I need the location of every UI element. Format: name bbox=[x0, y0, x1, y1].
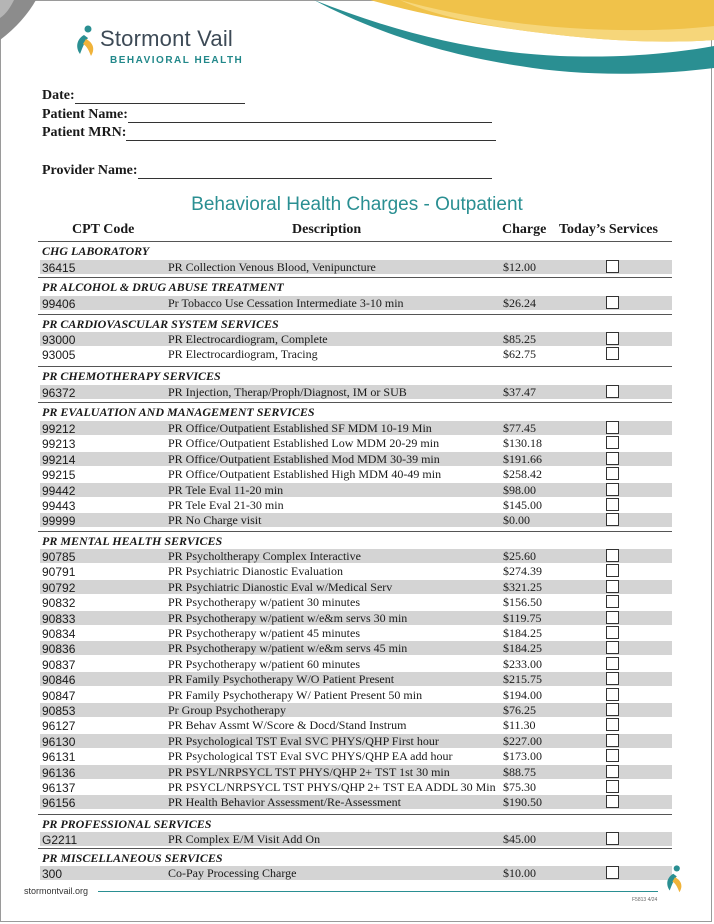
row-charge: $12.00 bbox=[503, 260, 536, 274]
row-description: PR Complex E/M Visit Add On bbox=[168, 832, 321, 846]
todays-service-checkbox[interactable] bbox=[606, 260, 619, 273]
row-description: PR Collection Venous Blood, Venipuncture bbox=[168, 260, 376, 274]
cpt-code: 99213 bbox=[42, 437, 76, 452]
todays-service-checkbox[interactable] bbox=[606, 513, 619, 526]
table-row bbox=[40, 595, 672, 609]
patient-name-label: Patient Name: bbox=[42, 107, 128, 122]
page-title: Behavioral Health Charges - Outpatient bbox=[191, 194, 523, 215]
section-heading: CHG LABORATORY bbox=[42, 244, 150, 258]
row-charge: $62.75 bbox=[503, 347, 536, 362]
logo-mark-icon bbox=[74, 24, 98, 58]
section-heading: PR CARDIOVASCULAR SYSTEM SERVICES bbox=[42, 317, 279, 331]
row-charge: $215.75 bbox=[503, 672, 542, 687]
todays-service-checkbox[interactable] bbox=[606, 657, 619, 670]
table-row bbox=[40, 611, 672, 625]
cpt-code: 90834 bbox=[42, 627, 76, 641]
cpt-code: 99442 bbox=[42, 483, 76, 498]
table-row bbox=[40, 436, 672, 450]
table-row bbox=[40, 421, 672, 435]
row-charge: $76.25 bbox=[503, 703, 536, 717]
table-row bbox=[40, 657, 672, 671]
cpt-code: 99406 bbox=[42, 297, 76, 311]
todays-service-checkbox[interactable] bbox=[606, 347, 619, 360]
row-description: PR PSYCL/NRPSYCL TST PHYS/QHP 2+ TST EA ADDL 30 Min bbox=[168, 780, 496, 794]
section-divider bbox=[38, 402, 672, 403]
patient-name-line[interactable] bbox=[128, 108, 492, 123]
section-divider bbox=[38, 277, 672, 278]
footer-logo-mark-icon bbox=[664, 864, 686, 894]
todays-service-checkbox[interactable] bbox=[606, 832, 619, 845]
section-divider bbox=[38, 366, 672, 367]
table-row bbox=[40, 749, 672, 763]
cpt-code: 96156 bbox=[42, 796, 76, 811]
row-charge: $274.39 bbox=[503, 564, 542, 579]
table-row bbox=[40, 795, 672, 809]
row-charge: $156.50 bbox=[503, 595, 542, 610]
row-description: PR Electrocardiogram, Tracing bbox=[168, 347, 318, 362]
todays-service-checkbox[interactable] bbox=[606, 780, 619, 793]
row-charge: $145.00 bbox=[503, 498, 542, 512]
table-row bbox=[40, 718, 672, 732]
cpt-code: 93000 bbox=[42, 333, 76, 347]
row-description: PR Office/Outpatient Established Mod MDM 30-39 min bbox=[168, 451, 440, 466]
brand-name: Stormont Vail bbox=[100, 26, 234, 51]
row-charge: $26.24 bbox=[503, 296, 536, 310]
todays-service-checkbox[interactable] bbox=[606, 765, 619, 778]
row-description: PR Psychotherapy w/patient 60 minutes bbox=[168, 656, 360, 671]
section-divider bbox=[38, 241, 672, 242]
row-charge: $233.00 bbox=[503, 656, 542, 671]
cpt-code: 99214 bbox=[42, 452, 76, 467]
section-divider bbox=[38, 848, 672, 849]
table-row bbox=[40, 296, 672, 310]
todays-service-checkbox[interactable] bbox=[606, 688, 619, 701]
todays-service-checkbox[interactable] bbox=[606, 332, 619, 345]
row-description: PR Office/Outpatient Established SF MDM 10-19 Min bbox=[168, 421, 432, 435]
row-charge: $0.00 bbox=[503, 513, 530, 528]
row-charge: $45.00 bbox=[503, 832, 536, 846]
row-charge: $37.47 bbox=[503, 385, 536, 399]
section-heading: PR PROFESSIONAL SERVICES bbox=[42, 817, 212, 831]
todays-service-checkbox[interactable] bbox=[606, 734, 619, 747]
table-row bbox=[40, 672, 672, 686]
row-charge: $227.00 bbox=[503, 733, 542, 748]
cpt-code: 99999 bbox=[42, 514, 76, 529]
cpt-code: 300 bbox=[42, 867, 63, 881]
row-description: PR Psycholtherapy Complex Interactive bbox=[168, 549, 361, 563]
todays-service-checkbox[interactable] bbox=[606, 467, 619, 480]
section-heading: PR EVALUATION AND MANAGEMENT SERVICES bbox=[42, 405, 315, 419]
section-heading: PR MENTAL HEALTH SERVICES bbox=[42, 534, 223, 548]
row-description: PR Tele Eval 21-30 min bbox=[168, 498, 284, 512]
table-row bbox=[40, 866, 672, 880]
table-row bbox=[40, 385, 672, 399]
row-charge: $11.30 bbox=[503, 718, 536, 733]
table-row bbox=[40, 703, 672, 717]
cpt-code: 90846 bbox=[42, 673, 76, 688]
todays-service-checkbox[interactable] bbox=[606, 749, 619, 762]
cpt-code: 96372 bbox=[42, 386, 76, 400]
table-row bbox=[40, 332, 672, 346]
table-row bbox=[40, 347, 672, 361]
row-description: PR PSYL/NRPSYCL TST PHYS/QHP 2+ TST 1st 30 min bbox=[168, 764, 450, 779]
todays-service-checkbox[interactable] bbox=[606, 795, 619, 808]
row-description: PR Office/Outpatient Established Low MDM 20-29 min bbox=[168, 436, 440, 451]
todays-service-checkbox[interactable] bbox=[606, 611, 619, 624]
table-row bbox=[40, 549, 672, 563]
cpt-code: 99215 bbox=[42, 468, 76, 483]
section-divider bbox=[38, 314, 672, 315]
todays-service-checkbox[interactable] bbox=[606, 564, 619, 577]
col-header-code: CPT Code bbox=[72, 222, 135, 237]
row-description: Pr Group Psychotherapy bbox=[168, 703, 286, 717]
cpt-code: 36415 bbox=[42, 261, 76, 275]
section-heading: PR CHEMOTHERAPY SERVICES bbox=[42, 369, 221, 383]
footer-url: stormontvail.org bbox=[24, 886, 89, 896]
table-row bbox=[40, 832, 672, 846]
todays-service-checkbox[interactable] bbox=[606, 626, 619, 639]
row-charge: $75.30 bbox=[503, 780, 536, 794]
row-charge: $184.25 bbox=[503, 626, 542, 640]
todays-service-checkbox[interactable] bbox=[606, 595, 619, 608]
todays-service-checkbox[interactable] bbox=[606, 641, 619, 654]
table-row bbox=[40, 498, 672, 512]
todays-service-checkbox[interactable] bbox=[606, 866, 619, 879]
cpt-code: 93005 bbox=[42, 348, 76, 363]
date-line[interactable] bbox=[75, 89, 245, 104]
todays-service-checkbox[interactable] bbox=[606, 549, 619, 562]
patient-mrn-line[interactable] bbox=[126, 126, 496, 141]
table-row bbox=[40, 260, 672, 274]
cpt-code: 96130 bbox=[42, 734, 76, 749]
patient-name-field[interactable] bbox=[42, 107, 492, 123]
table-row bbox=[40, 564, 672, 578]
date-field[interactable] bbox=[42, 88, 245, 104]
cpt-code: 90847 bbox=[42, 688, 76, 703]
cpt-code: 90832 bbox=[42, 596, 76, 611]
col-header-charge: Charge bbox=[502, 222, 547, 237]
todays-service-checkbox[interactable] bbox=[606, 421, 619, 434]
row-charge: $194.00 bbox=[503, 687, 542, 702]
col-header-services: Today’s Services bbox=[559, 222, 658, 237]
row-charge: $77.45 bbox=[503, 421, 536, 435]
table-row bbox=[40, 765, 672, 779]
provider-name-field[interactable] bbox=[42, 163, 492, 179]
row-description: PR Psychiatric Dianostic Evaluation bbox=[168, 564, 343, 579]
row-charge: $191.66 bbox=[503, 451, 542, 466]
row-description: PR Electrocardiogram, Complete bbox=[168, 332, 328, 346]
row-charge: $119.75 bbox=[503, 610, 542, 625]
row-charge: $10.00 bbox=[503, 866, 536, 880]
cpt-code: 96127 bbox=[42, 719, 76, 734]
row-description: Co-Pay Processing Charge bbox=[168, 866, 297, 880]
row-charge: $184.25 bbox=[503, 641, 542, 656]
table-row bbox=[40, 452, 672, 466]
patient-mrn-label: Patient MRN: bbox=[42, 125, 127, 140]
cpt-code: 96136 bbox=[42, 765, 76, 780]
table-row bbox=[40, 626, 672, 640]
table-row bbox=[40, 688, 672, 702]
table-row bbox=[40, 513, 672, 527]
row-description: PR Psychotherapy w/patient 30 minutes bbox=[168, 595, 360, 610]
row-description: PR Family Psychotherapy W/O Patient Present bbox=[168, 672, 395, 687]
section-divider bbox=[38, 814, 672, 815]
row-charge: $98.00 bbox=[503, 482, 536, 497]
cpt-code: 99443 bbox=[42, 499, 76, 513]
section-heading: PR ALCOHOL & DRUG ABUSE TREATMENT bbox=[42, 280, 284, 294]
todays-service-checkbox[interactable] bbox=[606, 672, 619, 685]
row-description: PR Office/Outpatient Established High MDM 40-49 min bbox=[168, 467, 442, 482]
row-description: PR Psychological TST Eval SVC PHYS/QHP EA add hour bbox=[168, 749, 453, 764]
table-row bbox=[40, 483, 672, 497]
row-description: PR Family Psychotherapy W/ Patient Present 50 min bbox=[168, 687, 423, 702]
row-description: PR Health Behavior Assessment/Re-Assessment bbox=[168, 795, 401, 810]
todays-service-checkbox[interactable] bbox=[606, 498, 619, 511]
table-row bbox=[40, 734, 672, 748]
footer-form-code: F5813 4/24 bbox=[632, 897, 658, 903]
todays-service-checkbox[interactable] bbox=[606, 703, 619, 716]
todays-service-checkbox[interactable] bbox=[606, 718, 619, 731]
row-description: PR Psychotherapy w/patient w/e&m servs 30 min bbox=[168, 610, 408, 625]
row-description: PR Psychotherapy w/patient w/e&m servs 45 min bbox=[168, 641, 408, 656]
section-heading: PR MISCELLANEOUS SERVICES bbox=[42, 851, 223, 865]
row-charge: $88.75 bbox=[503, 764, 536, 779]
cpt-code: 90853 bbox=[42, 704, 76, 718]
footer-divider bbox=[98, 891, 658, 892]
row-description: PR Psychiatric Dianostic Eval w/Medical Serv bbox=[168, 579, 393, 594]
todays-service-checkbox[interactable] bbox=[606, 452, 619, 465]
cpt-code: 99212 bbox=[42, 422, 76, 436]
cpt-code: 96137 bbox=[42, 781, 76, 795]
cpt-code: 90791 bbox=[42, 565, 76, 580]
row-charge: $130.18 bbox=[503, 436, 542, 451]
date-label: Date: bbox=[42, 88, 75, 103]
patient-mrn-field[interactable] bbox=[42, 125, 496, 141]
row-charge: $258.42 bbox=[503, 467, 542, 482]
todays-service-checkbox[interactable] bbox=[606, 385, 619, 398]
row-charge: $321.25 bbox=[503, 579, 542, 594]
row-description: PR Injection, Therap/Proph/Diagnost, IM or SUB bbox=[168, 385, 407, 399]
row-description: PR Tele Eval 11-20 min bbox=[168, 482, 284, 497]
todays-service-checkbox[interactable] bbox=[606, 436, 619, 449]
table-row bbox=[40, 641, 672, 655]
cpt-code: 96131 bbox=[42, 750, 76, 765]
row-charge: $85.25 bbox=[503, 332, 536, 346]
row-charge: $25.60 bbox=[503, 549, 536, 563]
brand-subtitle: BEHAVIORAL HEALTH bbox=[110, 55, 244, 66]
col-header-description: Description bbox=[292, 222, 362, 237]
cpt-code: 90792 bbox=[42, 580, 76, 595]
provider-name-label: Provider Name: bbox=[42, 163, 138, 178]
provider-name-line[interactable] bbox=[138, 164, 492, 179]
row-charge: $190.50 bbox=[503, 795, 542, 810]
cpt-code: 90833 bbox=[42, 611, 76, 626]
row-description: PR Psychotherapy w/patient 45 minutes bbox=[168, 626, 360, 640]
row-description: Pr Tobacco Use Cessation Intermediate 3-10 min bbox=[168, 296, 404, 310]
todays-service-checkbox[interactable] bbox=[606, 296, 619, 309]
cpt-code: 90785 bbox=[42, 550, 76, 564]
table-row bbox=[40, 580, 672, 594]
cpt-code: G2211 bbox=[42, 833, 78, 847]
table-row bbox=[40, 467, 672, 481]
todays-service-checkbox[interactable] bbox=[606, 483, 619, 496]
row-charge: $173.00 bbox=[503, 749, 542, 764]
row-description: PR Behav Assmt W/Score & Docd/Stand Instrum bbox=[168, 718, 407, 733]
table-row bbox=[40, 780, 672, 794]
todays-service-checkbox[interactable] bbox=[606, 580, 619, 593]
cpt-code: 90836 bbox=[42, 642, 76, 657]
cpt-code: 90837 bbox=[42, 657, 76, 672]
row-description: PR Psychological TST Eval SVC PHYS/QHP First hour bbox=[168, 733, 439, 748]
section-divider bbox=[38, 531, 672, 532]
row-description: PR No Charge visit bbox=[168, 513, 262, 528]
